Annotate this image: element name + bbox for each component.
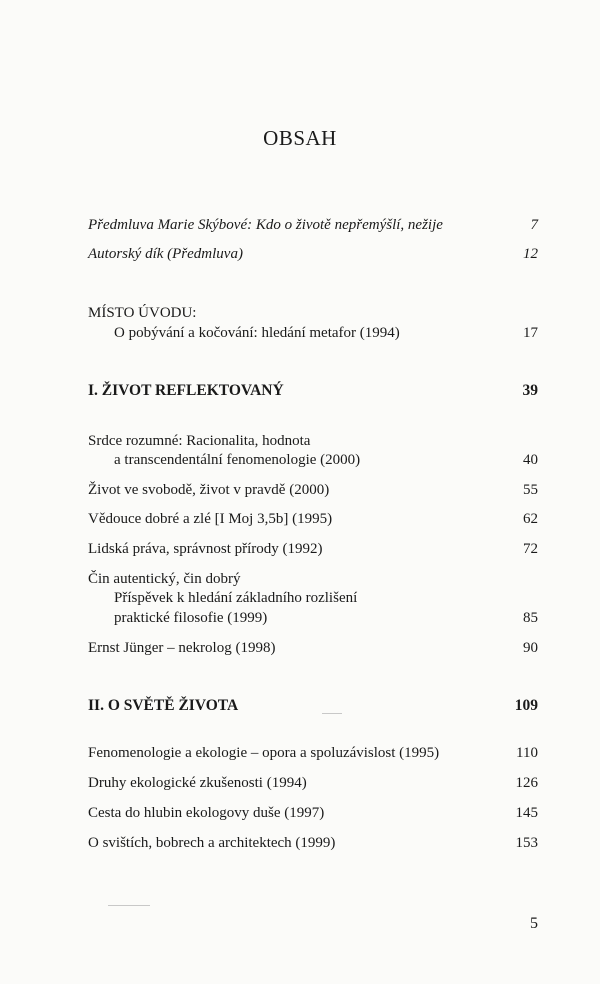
toc-entry-title: O svištích, bobrech a architektech (1999) [88, 835, 336, 851]
toc-entry [88, 570, 538, 588]
toc-entry-title: Čin autentický, čin dobrý [88, 571, 241, 587]
scan-mark [322, 713, 342, 714]
toc-entry-page: 7 [530, 217, 538, 233]
toc-entry-title: Srdce rozumné: Racionalita, hodnota [88, 433, 311, 449]
toc-entry-title-cont: praktické filosofie (1999) [114, 610, 268, 626]
toc-entry-page: 12 [523, 246, 538, 262]
toc-entry-title: O pobývání a kočování: hledání metafor (1994) [114, 325, 400, 341]
toc-entry-page: 72 [523, 541, 538, 557]
toc-entry [88, 744, 538, 762]
toc-entry-title: Vědouce dobré a zlé [I Moj 3,5b] (1995) [88, 511, 333, 527]
toc-entry [88, 432, 538, 450]
toc-entry-title-cont: a transcendentální fenomenologie (2000) [114, 452, 361, 468]
section-page: 39 [522, 382, 538, 399]
toc-entry-title: Druhy ekologické zkušenosti (1994) [88, 775, 307, 791]
toc-section-1 [88, 382, 538, 400]
toc-entry-title: Cesta do hlubin ekologovy duše (1997) [88, 805, 325, 821]
toc-entry-foreword-2 [88, 245, 538, 263]
page-title: OBSAH [263, 126, 337, 150]
toc-entry [88, 481, 538, 499]
toc-entry-page: 85 [523, 610, 538, 626]
toc-entry-title: Předmluva Marie Skýbové: Kdo o životě nepřemýšlí, nežije [88, 217, 443, 233]
scan-mark [108, 905, 150, 906]
section-page: 109 [514, 697, 538, 714]
toc-entry-page: 40 [523, 452, 538, 468]
toc-entry-page: 62 [523, 511, 538, 527]
toc-entry [88, 510, 538, 528]
page-number: 5 [530, 915, 538, 932]
toc-entry [88, 451, 538, 469]
toc-entry [88, 834, 538, 852]
toc-entry-title: Autorský dík (Předmluva) [88, 246, 243, 262]
toc-entry-title: Život ve svobodě, život v pravdě (2000) [88, 482, 330, 498]
toc-entry [88, 540, 538, 558]
toc-entry-page: 110 [516, 745, 538, 761]
toc-intro-label [88, 304, 538, 322]
section-title: I. ŽIVOT REFLEKTOVANÝ [88, 382, 284, 399]
toc-entry-title-cont: Příspěvek k hledání základního rozlišení [114, 590, 358, 606]
intro-label-text: MÍSTO ÚVODU: [88, 305, 197, 321]
toc-entry [88, 589, 538, 607]
toc-entry [88, 639, 538, 657]
toc-entry-title: Lidská práva, správnost přírody (1992) [88, 541, 323, 557]
toc-entry-page: 145 [515, 805, 538, 821]
toc-entry-page: 126 [515, 775, 538, 791]
toc-entry-page: 90 [523, 640, 538, 656]
section-title: II. O SVĚTĚ ŽIVOTA [88, 697, 239, 714]
toc-entry-title: Fenomenologie a ekologie – opora a spoluzávislost (1995) [88, 745, 440, 761]
toc-entry [88, 804, 538, 822]
toc-entry-foreword-1 [88, 216, 538, 234]
toc-entry-page: 55 [523, 482, 538, 498]
toc-entry [88, 774, 538, 792]
toc-section-2 [88, 697, 538, 715]
toc-entry-intro [88, 324, 538, 342]
toc-entry-page: 153 [515, 835, 538, 851]
toc-entry [88, 609, 538, 627]
toc-entry-title: Ernst Jünger – nekrolog (1998) [88, 640, 276, 656]
toc-entry-page: 17 [523, 325, 538, 341]
